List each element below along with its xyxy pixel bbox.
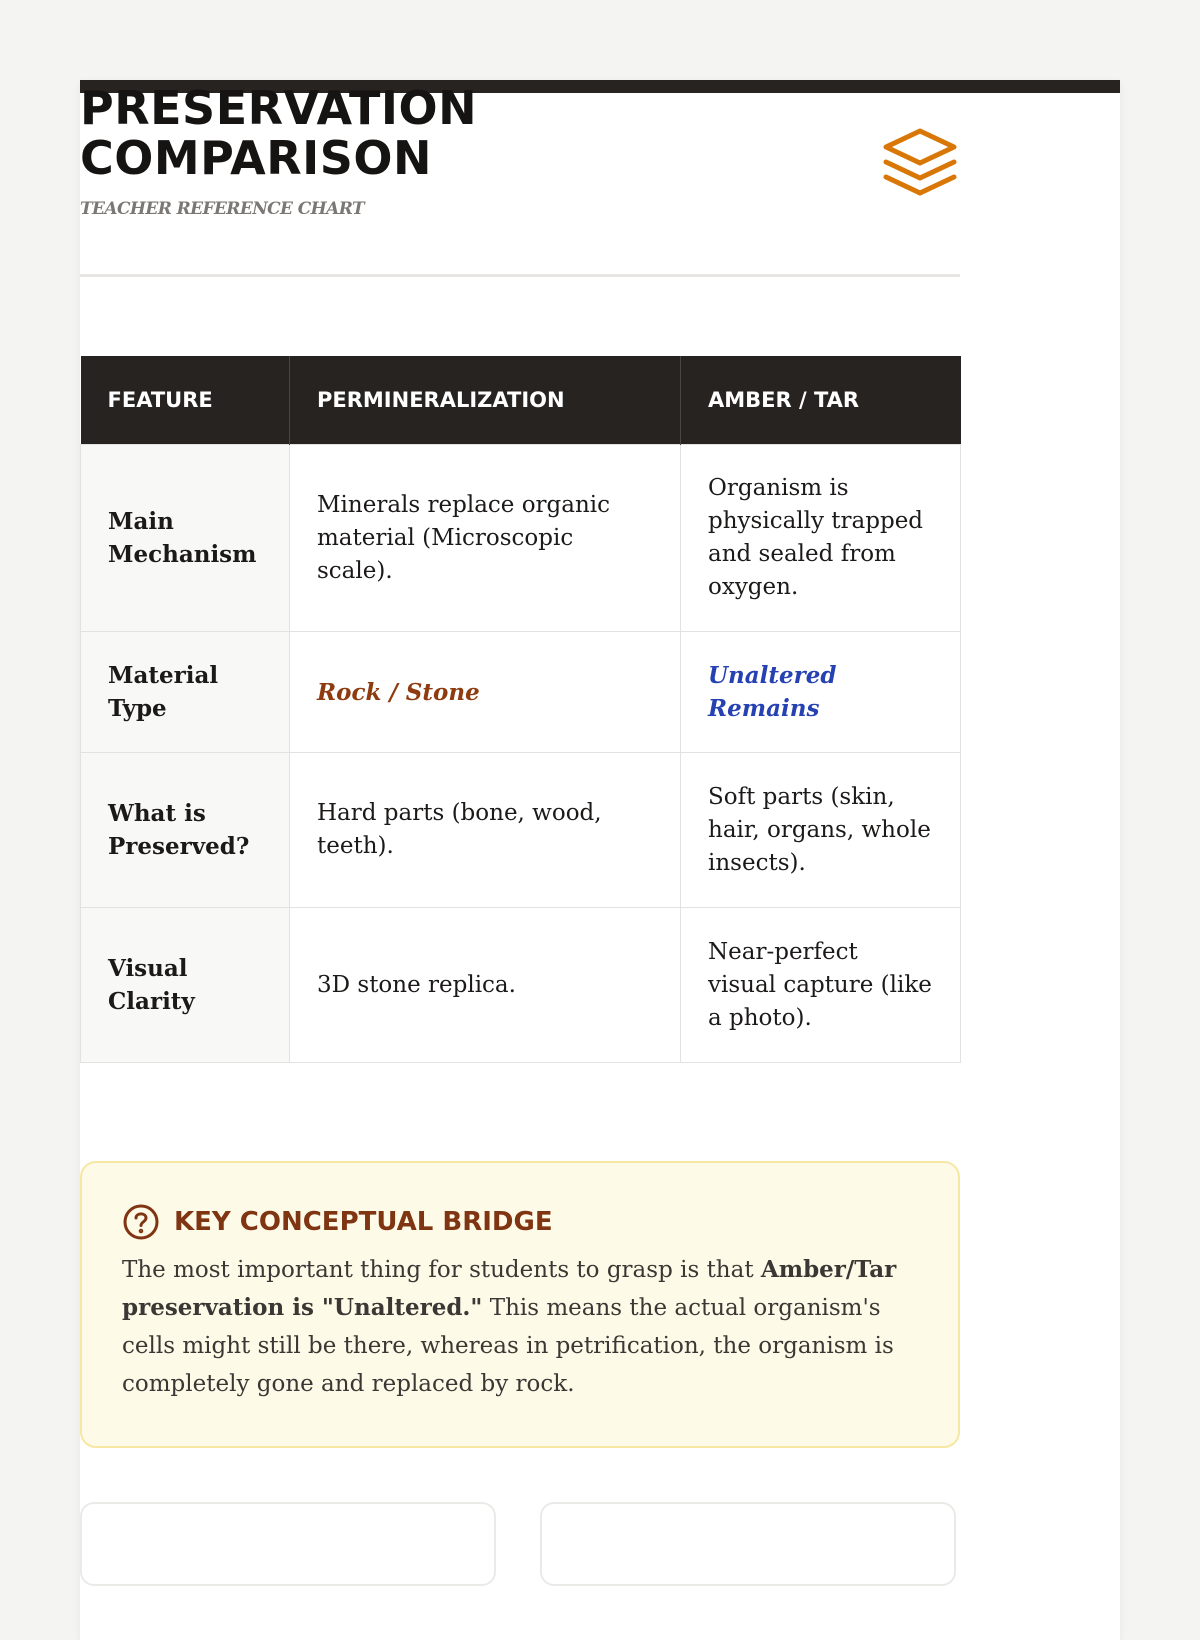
amber-tar-cell: Unaltered Remains (681, 632, 961, 753)
comparison-table (80, 356, 961, 1063)
amber-tar-cell: Soft parts (skin, hair, organs, whole insects). (681, 753, 961, 908)
callout-text-emphasis: Amber/Tar preservation is "Unaltered." (122, 1256, 897, 1321)
callout-text-rest: This means the actual organism's cells might still be there, whereas in petrification, the organism is completely gone and replaced by rock. (122, 1295, 894, 1397)
help-circle-icon (122, 1203, 160, 1241)
key-concept-callout (80, 1161, 960, 1448)
amber-tar-cell: Organism is physically trapped and sealed from oxygen. (681, 445, 961, 632)
table-row (81, 908, 961, 1063)
callout-text-intro: The most important thing for students to grasp is that (122, 1257, 761, 1283)
callout-header (122, 1201, 918, 1243)
page-header (80, 83, 960, 283)
table-row (81, 632, 961, 753)
permineralization-cell: Minerals replace organic material (Microscopic scale). (290, 445, 681, 632)
amber-tar-cell: Near-perfect visual capture (like a photo). (681, 908, 961, 1063)
feature-cell: Main Mechanism (81, 445, 290, 632)
info-card (540, 1502, 956, 1586)
column-header-feature: FEATURE (81, 356, 290, 445)
table-row (81, 445, 961, 632)
feature-cell: Visual Clarity (81, 908, 290, 1063)
table-header-row (81, 356, 961, 445)
column-header-amber-tar: AMBER / TAR (681, 356, 961, 445)
header-divider (80, 274, 960, 277)
permineralization-cell: 3D stone replica. (290, 908, 681, 1063)
feature-cell: What is Preserved? (81, 753, 290, 908)
feature-cell: Material Type (81, 632, 290, 753)
callout-text (122, 1251, 918, 1403)
layers-icon (882, 123, 958, 199)
column-header-permineralization: PERMINERALIZATION (290, 356, 681, 445)
permineralization-cell: Rock / Stone (290, 632, 681, 753)
page-title: PRESERVATION COMPARISON (80, 81, 478, 185)
page-subtitle: TEACHER REFERENCE CHART (80, 199, 364, 219)
permineralization-cell: Hard parts (bone, wood, teeth). (290, 753, 681, 908)
table-row (81, 753, 961, 908)
info-card (80, 1502, 496, 1586)
callout-title: KEY CONCEPTUAL BRIDGE (174, 1207, 553, 1237)
